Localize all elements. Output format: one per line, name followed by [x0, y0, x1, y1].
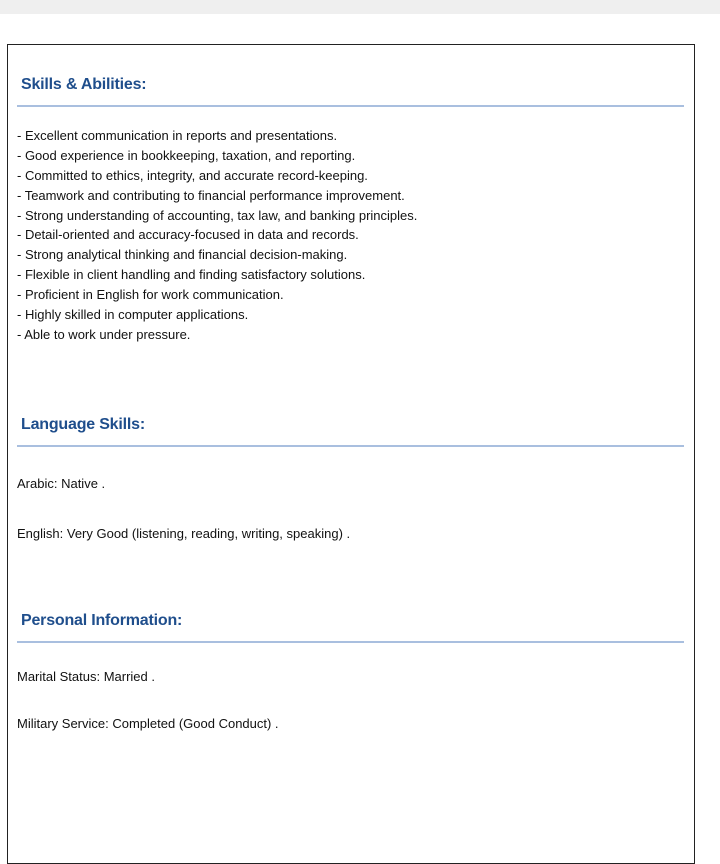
- personal-heading-rule: [17, 641, 684, 643]
- skills-list: [17, 126, 417, 345]
- skill-item: - Teamwork and contributing to financial performance improvement.: [17, 187, 405, 203]
- viewer-toolbar-strip: [0, 0, 720, 14]
- skill-item: - Excellent communication in reports and presentations.: [17, 128, 338, 143]
- skill-item: - Strong understanding of accounting, tax law, and banking principles.: [17, 207, 418, 223]
- language-heading-rule: [17, 445, 684, 447]
- skill-item: - Detail-oriented and accuracy-focused in data and records.: [17, 227, 359, 243]
- military-service: Military Service: Completed (Good Conduct) .: [17, 716, 279, 731]
- skills-heading: Skills & Abilities:: [21, 76, 147, 93]
- skill-item: - Good experience in bookkeeping, taxation, and reporting.: [17, 147, 356, 163]
- marital-status: Marital Status: Married .: [17, 669, 155, 684]
- skill-item: - Strong analytical thinking and financial decision-making.: [17, 247, 348, 263]
- skill-item: - Committed to ethics, integrity, and accurate record-keeping.: [17, 167, 368, 183]
- language-arabic: Arabic: Native .: [17, 476, 106, 491]
- skills-heading-rule: [17, 105, 684, 107]
- personal-heading: Personal Information:: [21, 612, 183, 629]
- skill-item: - Highly skilled in computer applications.: [17, 307, 249, 323]
- skill-item: - Able to work under pressure.: [17, 326, 191, 342]
- language-english: English: Very Good (listening, reading, writing, speaking) .: [17, 526, 351, 541]
- skill-item: - Proficient in English for work communication.: [17, 287, 284, 303]
- skill-item: - Flexible in client handling and finding satisfactory solutions.: [17, 267, 366, 283]
- document-page: [7, 44, 695, 864]
- language-heading: Language Skills:: [21, 416, 145, 433]
